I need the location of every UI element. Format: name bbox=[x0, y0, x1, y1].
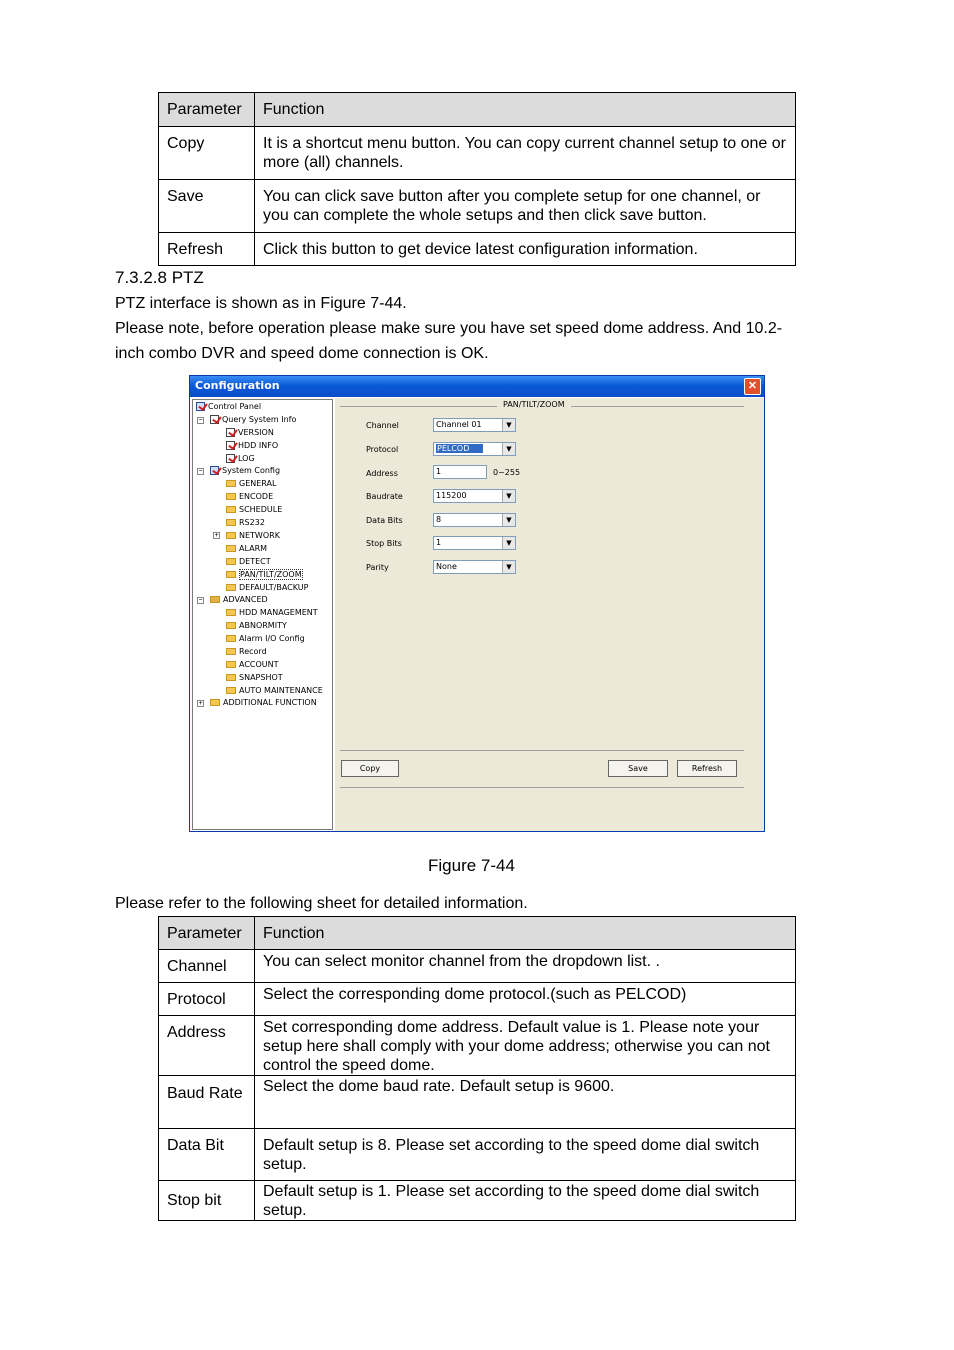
tree-item-hdd-management[interactable] bbox=[226, 608, 318, 618]
function-cell: Select the corresponding dome protocol.(such as PELCOD) bbox=[255, 983, 796, 1016]
protocol-label: Protocol bbox=[366, 445, 399, 454]
tree-label: AUTO MAINTENANCE bbox=[239, 686, 323, 695]
note-line-1: Please note, before operation please make sure you have set speed dome address. And 10.2- bbox=[115, 320, 783, 337]
close-icon[interactable]: ✕ bbox=[744, 378, 761, 395]
tree-item-encode[interactable] bbox=[226, 492, 273, 502]
table-row bbox=[159, 127, 796, 180]
window-title: Configuration bbox=[195, 379, 280, 392]
tree-item-record[interactable] bbox=[226, 647, 267, 657]
doc-icon bbox=[226, 428, 235, 437]
chevron-down-icon: ▼ bbox=[502, 419, 515, 431]
tree-label: Control Panel bbox=[208, 402, 262, 411]
tree-label: DEFAULT/BACKUP bbox=[239, 583, 309, 592]
tree-item-log[interactable] bbox=[226, 454, 255, 464]
tree-label: HDD INFO bbox=[238, 441, 279, 450]
doc-icon bbox=[210, 415, 219, 424]
function-cell: You can select monitor channel from the dropdown list. . bbox=[255, 950, 796, 983]
baudrate-value: 115200 bbox=[436, 491, 467, 500]
note-line-2: inch combo DVR and speed dome connection is OK. bbox=[115, 345, 489, 362]
tree-label: ABNORMITY bbox=[239, 621, 287, 630]
table-row bbox=[159, 1181, 796, 1221]
tree-item-snapshot[interactable] bbox=[226, 673, 283, 683]
tree-label: RS232 bbox=[239, 518, 265, 527]
param-cell: Protocol bbox=[159, 983, 255, 1016]
tree-label: ALARM bbox=[239, 544, 268, 553]
folder-icon bbox=[226, 609, 236, 616]
stopbits-select[interactable] bbox=[433, 536, 516, 550]
address-input[interactable]: 1 bbox=[433, 465, 487, 479]
function-cell: You can click save button after you complete setup for one channel, or you can complete the whole setups and then click save button. bbox=[255, 180, 796, 233]
configuration-window bbox=[189, 375, 765, 832]
section-heading: 7.3.2.8 PTZ bbox=[115, 268, 204, 287]
parity-select[interactable] bbox=[433, 560, 516, 574]
tree-label: HDD MANAGEMENT bbox=[239, 608, 318, 617]
title-bar bbox=[190, 376, 764, 397]
tree-item-additional-function[interactable] bbox=[210, 698, 317, 708]
folder-icon bbox=[226, 648, 236, 655]
chevron-down-icon: ▼ bbox=[502, 490, 515, 502]
button-divider-bottom bbox=[340, 787, 744, 788]
tree-label: ACCOUNT bbox=[239, 660, 279, 669]
header-parameter: Parameter bbox=[159, 93, 255, 127]
doc-icon bbox=[226, 454, 235, 463]
collapse-icon[interactable]: − bbox=[198, 597, 203, 604]
table-row bbox=[159, 180, 796, 233]
folder-icon bbox=[226, 532, 236, 539]
config-tree bbox=[192, 399, 333, 830]
param-cell: Copy bbox=[159, 127, 255, 180]
address-range: 0~255 bbox=[493, 468, 521, 477]
collapse-icon[interactable]: − bbox=[198, 468, 203, 475]
save-button[interactable]: Save bbox=[608, 760, 668, 777]
tree-label: DETECT bbox=[239, 557, 271, 566]
tree-item-network[interactable] bbox=[226, 531, 280, 541]
chevron-down-icon: ▼ bbox=[502, 443, 515, 455]
param-cell: Refresh bbox=[159, 233, 255, 266]
button-divider-top bbox=[340, 750, 744, 751]
computer-icon bbox=[196, 402, 205, 411]
table-row bbox=[159, 1016, 796, 1076]
tree-item-alarm-io-config[interactable] bbox=[226, 634, 305, 644]
table-row bbox=[159, 233, 796, 266]
function-cell: Click this button to get device latest configuration information. bbox=[255, 233, 796, 266]
chevron-down-icon: ▼ bbox=[502, 561, 515, 573]
folder-icon bbox=[226, 480, 236, 487]
refresh-button[interactable]: Refresh bbox=[677, 760, 737, 777]
folder-icon bbox=[226, 622, 236, 629]
tree-label: Query System Info bbox=[222, 415, 297, 424]
tree-label: LOG bbox=[238, 454, 255, 463]
header-function: Function bbox=[255, 93, 796, 127]
tree-item-general[interactable] bbox=[226, 479, 276, 489]
function-table-1 bbox=[158, 92, 796, 266]
channel-select[interactable] bbox=[433, 418, 516, 432]
expand-icon[interactable]: + bbox=[214, 532, 219, 539]
parity-value: None bbox=[436, 562, 457, 571]
function-cell: Set corresponding dome address. Default value is 1. Please note your setup here shall comply with your dome address; otherwise you can not control the speed dome. bbox=[255, 1016, 796, 1076]
folder-icon bbox=[226, 493, 236, 500]
function-cell: Default setup is 8. Please set according to the speed dome dial switch setup. bbox=[255, 1129, 796, 1181]
stopbits-value: 1 bbox=[436, 538, 442, 547]
tree-label: PAN/TILT/ZOOM bbox=[240, 570, 302, 579]
folder-icon bbox=[226, 545, 236, 552]
folder-open-icon bbox=[226, 571, 236, 578]
chevron-down-icon: ▼ bbox=[502, 514, 515, 526]
tree-item-abnormity[interactable] bbox=[226, 621, 287, 631]
tree-item-query-system-info[interactable] bbox=[210, 415, 296, 425]
header-function: Function bbox=[255, 917, 796, 950]
address-label: Address bbox=[366, 469, 398, 478]
tree-label: SCHEDULE bbox=[239, 505, 283, 514]
header-parameter: Parameter bbox=[159, 917, 255, 950]
tree-item-alarm[interactable] bbox=[226, 544, 267, 554]
folder-icon bbox=[226, 519, 236, 526]
folder-icon bbox=[210, 699, 220, 706]
tree-label: SNAPSHOT bbox=[239, 673, 283, 682]
databits-value: 8 bbox=[436, 515, 442, 524]
folder-icon bbox=[226, 687, 236, 694]
tree-item-advanced[interactable] bbox=[210, 595, 268, 605]
param-cell: Stop bit bbox=[159, 1181, 255, 1221]
baudrate-label: Baudrate bbox=[366, 492, 403, 501]
function-table-2 bbox=[158, 916, 796, 1221]
sheet-intro: Please refer to the following sheet for detailed information. bbox=[115, 895, 528, 912]
tree-label: ADDITIONAL FUNCTION bbox=[223, 698, 317, 707]
parity-label: Parity bbox=[366, 563, 389, 572]
tree-item-auto-maintenance[interactable] bbox=[226, 686, 323, 696]
param-cell: Data Bit bbox=[159, 1129, 255, 1181]
tree-item-detect[interactable] bbox=[226, 557, 271, 567]
protocol-value: PELCOD bbox=[436, 444, 483, 453]
param-cell: Address bbox=[159, 1016, 255, 1076]
param-cell: Save bbox=[159, 180, 255, 233]
tree-item-default-backup[interactable] bbox=[226, 583, 308, 593]
folder-icon bbox=[226, 584, 236, 591]
expand-icon[interactable]: + bbox=[198, 700, 203, 707]
databits-label: Data Bits bbox=[366, 516, 403, 525]
chevron-down-icon: ▼ bbox=[502, 537, 515, 549]
tree-item-rs232[interactable] bbox=[226, 518, 265, 528]
tree-item-version[interactable] bbox=[226, 428, 274, 438]
table-row bbox=[159, 950, 796, 983]
tree-label: VERSION bbox=[238, 428, 274, 437]
tree-label: Alarm I/O Config bbox=[239, 634, 305, 643]
tree-label: Record bbox=[239, 647, 267, 656]
table-row bbox=[159, 983, 796, 1016]
folder-icon bbox=[226, 674, 236, 681]
param-cell: Baud Rate bbox=[159, 1076, 255, 1129]
stopbits-label: Stop Bits bbox=[366, 539, 402, 548]
table-row bbox=[159, 1076, 796, 1129]
tree-item-pan-tilt-zoom[interactable] bbox=[226, 570, 303, 580]
config-icon bbox=[210, 466, 219, 475]
tree-label: System Config bbox=[222, 466, 281, 475]
function-cell: Default setup is 1. Please set according to the speed dome dial switch setup. bbox=[255, 1181, 796, 1221]
protocol-select[interactable] bbox=[433, 442, 516, 456]
function-cell: It is a shortcut menu button. You can copy current channel setup to one or more (all) channels. bbox=[255, 127, 796, 180]
copy-button[interactable]: Copy bbox=[341, 760, 399, 777]
channel-label: Channel bbox=[366, 421, 399, 430]
tree-label: GENERAL bbox=[239, 479, 277, 488]
collapse-icon[interactable]: − bbox=[198, 417, 203, 424]
table-row bbox=[159, 1129, 796, 1181]
tree-item-control-panel[interactable] bbox=[196, 402, 261, 412]
tree-item-system-config[interactable] bbox=[210, 466, 280, 476]
figure-caption: Figure 7-44 bbox=[428, 856, 515, 875]
tree-item-account[interactable] bbox=[226, 660, 279, 670]
tree-label: NETWORK bbox=[239, 531, 280, 540]
ptz-settings-panel bbox=[335, 398, 764, 831]
tree-label: ADVANCED bbox=[223, 595, 268, 604]
databits-select[interactable] bbox=[433, 513, 516, 527]
tools-icon bbox=[210, 596, 220, 603]
group-title: PAN/TILT/ZOOM bbox=[497, 400, 571, 409]
tree-label: ENCODE bbox=[239, 492, 274, 501]
folder-icon bbox=[226, 506, 236, 513]
folder-icon bbox=[226, 558, 236, 565]
tree-item-schedule[interactable] bbox=[226, 505, 282, 515]
param-cell: Channel bbox=[159, 950, 255, 983]
channel-value: Channel 01 bbox=[436, 420, 482, 429]
intro-paragraph: PTZ interface is shown as in Figure 7-44. bbox=[115, 295, 407, 312]
folder-icon bbox=[226, 661, 236, 668]
doc-icon bbox=[226, 441, 235, 450]
function-cell: Select the dome baud rate. Default setup is 9600. bbox=[255, 1076, 796, 1129]
baudrate-select[interactable] bbox=[433, 489, 516, 503]
tree-item-hdd-info[interactable] bbox=[226, 441, 278, 451]
folder-icon bbox=[226, 635, 236, 642]
